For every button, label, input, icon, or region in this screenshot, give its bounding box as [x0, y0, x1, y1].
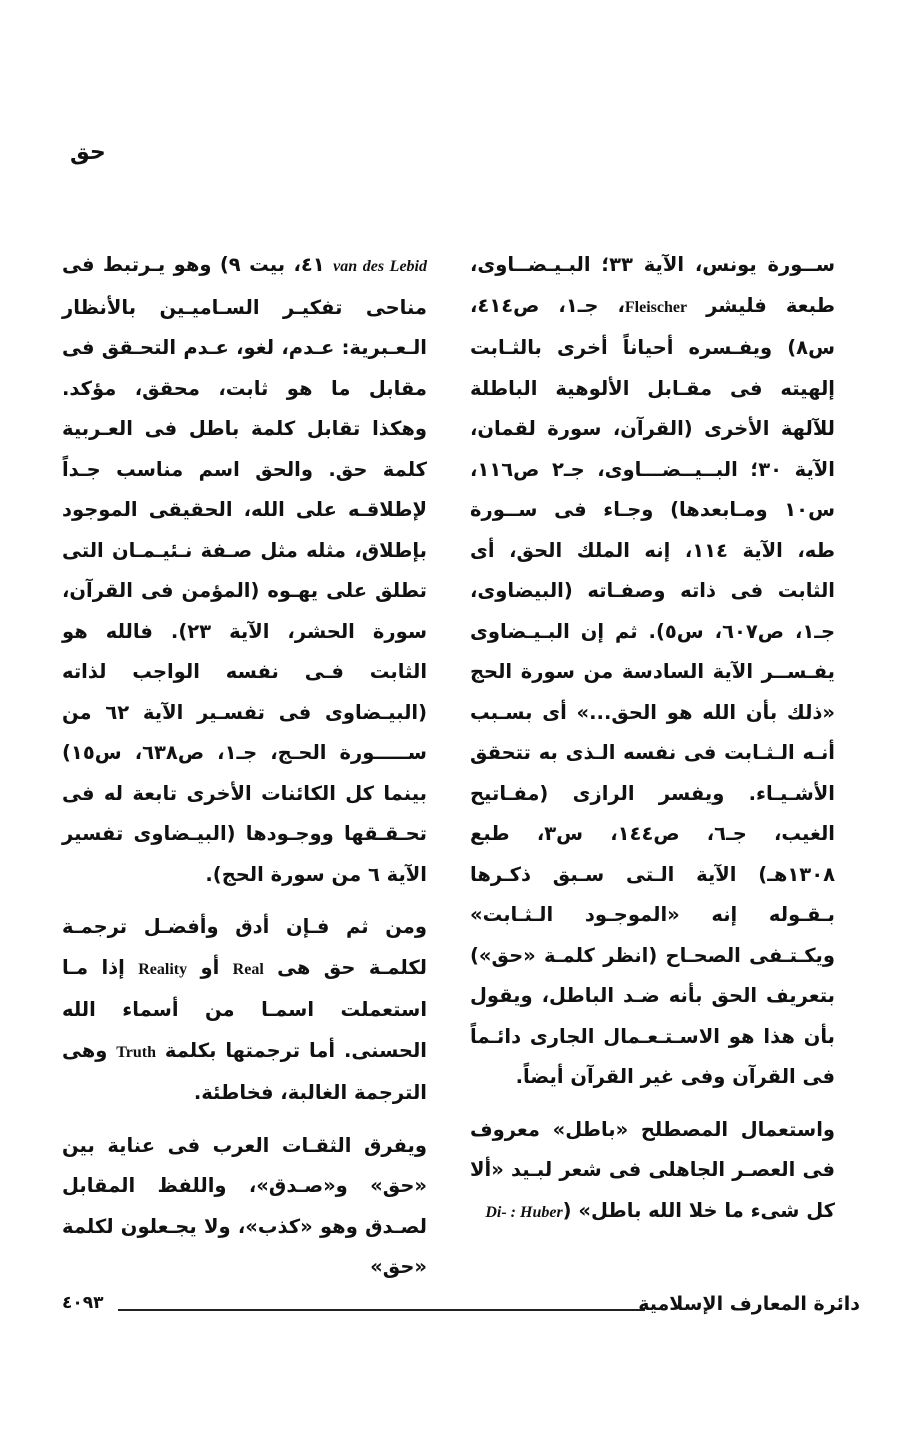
right-column-paragraph-1 [470, 245, 835, 1098]
footer-rule [118, 1309, 645, 1311]
text-run: أو [187, 955, 233, 979]
publication-title: دائرة المعارف الإسلامية [638, 1293, 860, 1315]
running-head: حق [70, 140, 106, 165]
right-column-paragraph-2 [470, 1110, 835, 1234]
text-run: ويفرق الثقـات العرب فى عناية بين «حق» و«صـدق»، واللفظ المقابل لصـدق وهو «كذب»، ولا يجـعلون لكلمة «حق» [62, 1133, 427, 1278]
latin-term: Real [232, 960, 264, 978]
left-column-paragraph-1 [62, 245, 427, 895]
text-run: ٤١، بيت ٩) وهو يـرتبط فى مناحى تفكيـر السـاميـين بالأنظار الـعـبرية: عـدم، لغو، عـدم التحـقق فى مقابل ما هو ثابت، محقق، مؤكد. وهكذا تقابل كلمة باطل فى العـربية كلمة حق. والحق اسم مناسب جـداً لإطلاقـه على الله، الحقيقى الموجود بإطلاق، مثله مثل صـفة نـئيـمـان التى تطلق على يهـوه (المؤمن فى القرآن، سورة الحشر، الآية ٢٣). فالله هو الثابت فـى نفسه الواجب لذاته (البيـضاوى فى تفسـير الآية ٦٢ من ســـــورة الحـج، جـ١، ص٦٣٨، س١٥) بينما كل الكائنات الأخرى تابعة له فى تحـقـقها ووجـودها (البيـضاوى تفسير الآية ٦ من سورة الحج). [62, 253, 427, 886]
text-run: وهى الترجمة الغالبة، فخاطئة. [62, 1038, 427, 1104]
latin-term: Reality [138, 960, 188, 978]
latin-term: Truth [116, 1043, 156, 1061]
left-column-paragraph-3 [62, 1126, 427, 1288]
latin-term: Fleischer [624, 298, 688, 316]
text-run: واستعمال المصطلح «باطل» معروف فى العصـر الجاهلى فى شعر لبـيد «ألا كل شىء ما خلا الله باطل» ( [470, 1117, 835, 1222]
page-footer [40, 1293, 860, 1323]
latin-term: van des Lebid [333, 258, 427, 275]
text-run: إذا مـا استعملت اسمـا من أسماء الله الحسنى. أما ترجمتها بكلمة [62, 955, 427, 1062]
page-number: ٤٠٩٣ [62, 1293, 104, 1313]
text-run: ، جـ١، ص٤١٤، س٨) ويفـسره أحياناً أخرى بالثـابت إلهيته فى مقـابل الألوهية الباطلة للآلهة الأخرى (القرآن، سورة لقمان، الآية ٣٠؛ البــيــضـــاوى، جـ٢ ص١١٦، س١٠ ومـابعدها) وجـاء فى ســورة طه، الآية ١١٤، إنه الملك الحق، أى الثابت فى ذاته وصفـاته (البيضاوى، جـ١، ص٦٠٧، س٥). ثم إن البـيـضاوى يفـســر الآية السادسة من سورة الحج «ذلك بأن الله هو الحق...» أى بسـبب أنـه الـثـابت فى نفسه الـذى به تتحقق الأشـيـاء. ويفسر الرازى (مفـاتيح الغيب، جـ٦، ص١٤٤، س٣، طبع ١٣٠٨هـ) الآية الـتى سـبق ذكـرها بـقـوله إنه «الموجـود الـثـابت» ويكـتـفى الصحـاح (انظر كلمـة «حق») بتعريف الحق بأنه ضـد الباطل، ويقول بأن هذا هو الاسـتـعـمال الجارى دائـماً فى القرآن وفى غير القرآن أيضاً. [470, 293, 835, 1088]
left-column [62, 245, 427, 1300]
text-run: ســورة يونس، الآية ٣٣؛ البـيـضــاوى، طبعة فليشر [470, 253, 835, 317]
text-run: ومن ثم فـإن أدق وأفضـل ترجمـة لكلمـة حق هى [62, 915, 428, 979]
right-column [470, 245, 835, 1245]
latin-term: Di- : Huber [485, 1203, 563, 1221]
left-column-paragraph-2 [62, 907, 427, 1114]
